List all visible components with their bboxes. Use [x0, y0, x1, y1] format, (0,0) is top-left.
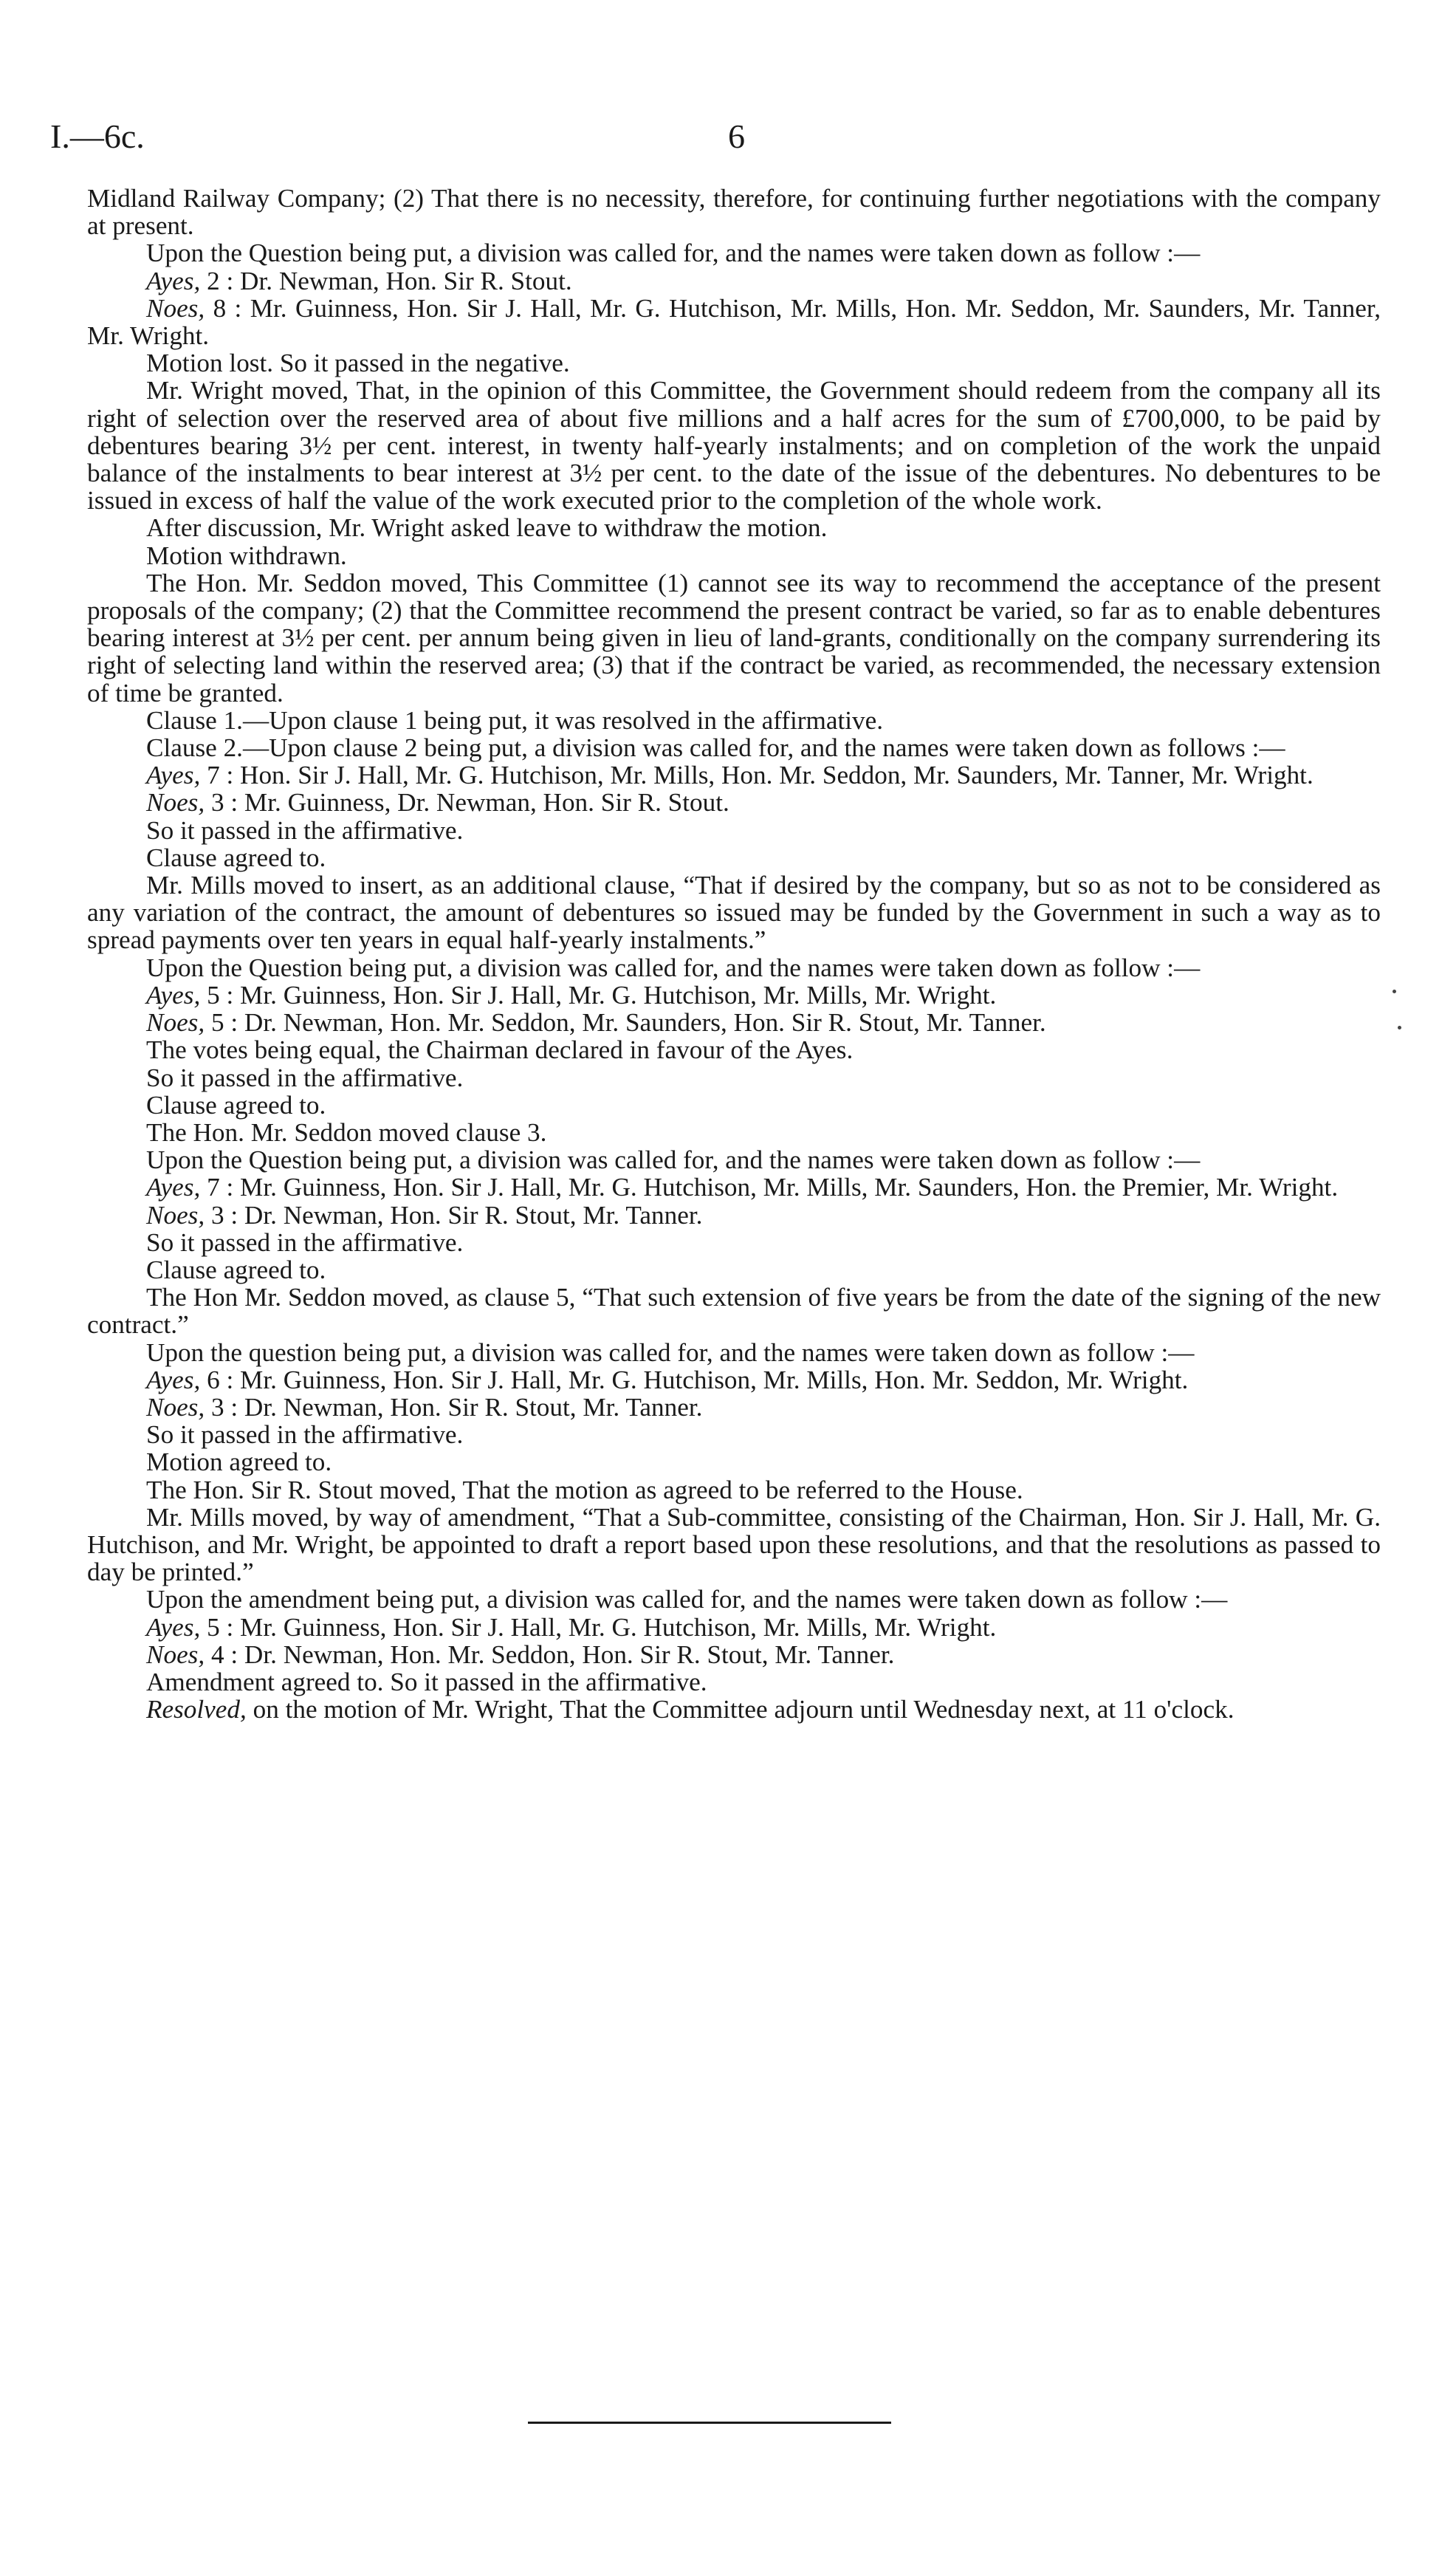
paragraph: The votes being equal, the Chairman declared in favour of the Ayes.	[146, 1035, 854, 1065]
paragraph: So it passed in the affirmative.	[146, 815, 464, 845]
division-ayes: Ayes, 5 : Mr. Guinness, Hon. Sir J. Hall, Mr. G. Hutchison, Mr. Mills, Mr. Wright.	[146, 980, 997, 1010]
division-noes: Noes, 3 : Mr. Guinness, Dr. Newman, Hon. Sir R. Stout.	[146, 788, 729, 818]
paragraph: The Hon. Sir R. Stout moved, That the motion as agreed to be referred to the House.	[146, 1475, 1023, 1504]
closing-rule	[528, 2422, 891, 2424]
division-ayes: Ayes, 7 : Hon. Sir J. Hall, Mr. G. Hutchison, Mr. Mills, Hon. Mr. Seddon, Mr. Saunders, Mr. Tanner, Mr. Wright.	[146, 761, 1314, 790]
page-header	[50, 117, 1379, 161]
paragraph: Mr. Mills moved to insert, as an additional clause, “That if desired by the company, but so as not to be considered as any variation of the contract, the amount of debentures so issued may be funded by the Government in such a way as to spread payments over ten years in equal half-yearly instalments.”	[87, 871, 1381, 955]
margin-speck	[1393, 990, 1396, 993]
division-ayes: Ayes, 2 : Dr. Newman, Hon. Sir R. Stout.	[146, 266, 572, 295]
paper-reference: I.—6c.	[50, 117, 145, 155]
paragraph: Clause 2.—Upon clause 2 being put, a division was called for, and the names were taken down as follows :—	[146, 733, 1285, 763]
paragraph: The Hon. Mr. Seddon moved clause 3.	[146, 1117, 547, 1147]
paragraph: So it passed in the affirmative.	[146, 1420, 464, 1450]
paragraph: The Hon Mr. Seddon moved, as clause 5, “That such extension of five years be from the date of the signing of the new contract.”	[87, 1283, 1381, 1340]
paragraph: Clause 1.—Upon clause 1 being put, it was resolved in the affirmative.	[146, 705, 884, 735]
paragraph: Amendment agreed to. So it passed in the affirmative.	[146, 1667, 707, 1696]
paragraph: Upon the question being put, a division was called for, and the names were taken down as follow :—	[146, 1337, 1195, 1367]
paragraph: Upon the amendment being put, a division was called for, and the names were taken down as follow :—	[146, 1585, 1228, 1614]
resolution: Resolved, on the motion of Mr. Wright, That the Committee adjourn until Wednesday next, at 11 o'clock.	[146, 1695, 1234, 1724]
paragraph: Mr. Wright moved, That, in the opinion of this Committee, the Government should redeem from the company all its right of selection over the reserved area of about five millions and a half acres for the sum of £700,000, to be paid by debentures bearing 3½ per cent. interest, in twenty half-yearly instalments; and on completion of the work the unpaid balance of the instalments to bear interest at 3½ per cent. to the date of the issue of the debentures. No debentures to be issued in excess of half the value of the work executed prior to the completion of the whole work.	[87, 376, 1381, 515]
margin-speck	[1398, 1026, 1401, 1029]
paragraph: Upon the Question being put, a division was called for, and the names were taken down as follow :—	[146, 239, 1201, 268]
paragraph: Upon the Question being put, a division was called for, and the names were taken down as follow :—	[146, 953, 1201, 982]
paragraph: Motion lost. So it passed in the negative.	[146, 349, 570, 378]
paragraph: So it passed in the affirmative.	[146, 1227, 464, 1257]
paragraph: Clause agreed to.	[146, 1090, 326, 1120]
division-noes: Noes, 5 : Dr. Newman, Hon. Mr. Seddon, Mr. Saunders, Hon. Sir R. Stout, Mr. Tanner.	[146, 1008, 1046, 1038]
division-noes: Noes, 3 : Dr. Newman, Hon. Sir R. Stout, Mr. Tanner.	[146, 1392, 703, 1422]
division-ayes: Ayes, 6 : Mr. Guinness, Hon. Sir J. Hall, Mr. G. Hutchison, Mr. Mills, Hon. Mr. Seddon, Mr. Wright.	[146, 1365, 1189, 1394]
paragraph: The Hon. Mr. Seddon moved, This Committee (1) cannot see its way to recommend the acceptance of the present proposals of the company; (2) that the Committee recommend the present contract be varied, so far as to enable debentures bearing interest at 3½ per cent. per annum being given in lieu of land-grants, conditionally on the company surrendering its right of selecting land within the reserved area; (3) that if the contract be varied, as recommended, the necessary extension of time be granted.	[87, 568, 1381, 707]
paragraph: Upon the Question being put, a division was called for, and the names were taken down as follow :—	[146, 1145, 1201, 1175]
division-ayes: Ayes, 7 : Mr. Guinness, Hon. Sir J. Hall, Mr. G. Hutchison, Mr. Mills, Mr. Saunders, Hon. the Premier, Mr. Wright.	[146, 1173, 1339, 1202]
minutes-body	[87, 185, 1381, 1723]
paragraph: Clause agreed to.	[146, 843, 326, 872]
paragraph: So it passed in the affirmative.	[146, 1063, 464, 1092]
page-number: 6	[728, 117, 745, 155]
division-ayes: Ayes, 5 : Mr. Guinness, Hon. Sir J. Hall, Mr. G. Hutchison, Mr. Mills, Mr. Wright.	[146, 1612, 997, 1642]
paragraph: Motion agreed to.	[146, 1447, 332, 1477]
paragraph: After discussion, Mr. Wright asked leave to withdraw the motion.	[146, 513, 828, 543]
division-noes: Noes, 3 : Dr. Newman, Hon. Sir R. Stout, Mr. Tanner.	[146, 1200, 703, 1230]
paragraph: Mr. Mills moved, by way of amendment, “That a Sub-committee, consisting of the Chairman, Hon. Sir J. Hall, Mr. G. Hutchison, and Mr. Wright, be appointed to draft a report based upon these resolutions, and that the resolutions as passed to day be printed.”	[87, 1502, 1381, 1587]
paragraph: Motion withdrawn.	[146, 541, 347, 570]
division-noes: Noes, 4 : Dr. Newman, Hon. Mr. Seddon, Hon. Sir R. Stout, Mr. Tanner.	[146, 1640, 895, 1669]
division-noes: Noes, 8 : Mr. Guinness, Hon. Sir J. Hall, Mr. G. Hutchison, Mr. Mills, Hon. Mr. Seddon, Mr. Saunders, Mr. Tanner, Mr. Wright.	[87, 293, 1381, 351]
paragraph: Midland Railway Company; (2) That there is no necessity, therefore, for continuing further negotiations with the company at present.	[87, 184, 1381, 241]
paragraph: Clause agreed to.	[146, 1255, 326, 1284]
